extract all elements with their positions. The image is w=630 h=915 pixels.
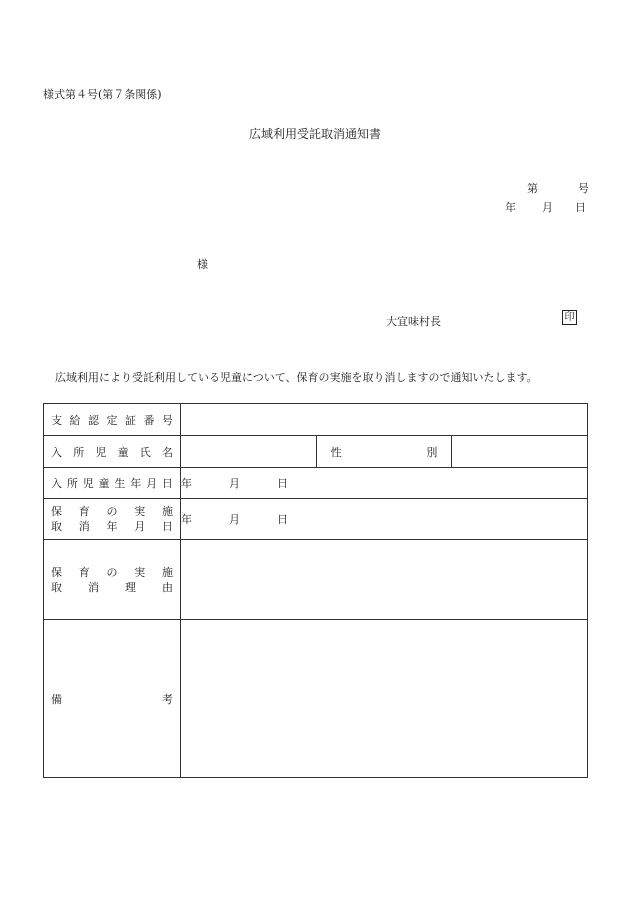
birthdate-field[interactable] (181, 468, 588, 499)
label-char: 氏 (139, 445, 151, 459)
label-char: 保 (51, 505, 62, 518)
label-char: 所 (66, 477, 78, 490)
label-char: 備 (51, 692, 62, 706)
seal-mark: 印 (562, 310, 577, 325)
label-birthdate (44, 468, 181, 499)
label-char: 名 (161, 445, 173, 459)
remarks-field[interactable] (181, 620, 588, 778)
label-char: の (106, 505, 118, 518)
row-birthdate (44, 468, 588, 499)
cancel-year: 年 (181, 513, 192, 526)
label-remarks (44, 620, 181, 778)
form-id: 様式第４号(第７条関係) (43, 88, 162, 101)
label-char: 日 (162, 520, 173, 533)
certificate-number-field[interactable] (181, 404, 588, 436)
sex-field[interactable] (452, 436, 588, 468)
cancel-month: 月 (229, 513, 240, 526)
label-char: 年 (106, 520, 118, 533)
label-char: 性 (330, 445, 342, 459)
cancel-day: 日 (277, 513, 288, 526)
birth-year: 年 (181, 477, 192, 490)
label-char: 消 (88, 580, 99, 594)
label-sex (316, 436, 452, 468)
label-cancel-reason (44, 540, 181, 620)
label-char: 年 (130, 477, 142, 490)
label-char: 号 (162, 413, 173, 427)
issuer-name: 大宜味村長 (386, 315, 441, 328)
label-char: の (106, 565, 118, 579)
label-char: 育 (78, 505, 90, 518)
row-remarks (44, 620, 588, 778)
details-table (43, 403, 588, 778)
label-char: 別 (426, 445, 438, 459)
label-char: 月 (134, 520, 146, 533)
label-char: 児 (82, 477, 94, 490)
label-char: 取 (51, 580, 62, 594)
number-suffix: 号 (578, 182, 589, 195)
label-char: 児 (95, 445, 107, 459)
label-char: 実 (134, 565, 146, 579)
label-char: 番 (143, 413, 155, 427)
notice-text: 広域利用により受託利用している児童について、保育の実施を取り消しますので通知いたします。 (55, 371, 538, 384)
label-char: 給 (69, 413, 81, 427)
row-child-name (44, 436, 588, 468)
label-char: 認 (88, 413, 99, 427)
row-certificate-number (44, 404, 588, 436)
label-char: 童 (117, 445, 129, 459)
label-char: 施 (162, 565, 173, 579)
birth-month: 月 (229, 477, 240, 490)
document-title: 広域利用受託取消通知書 (248, 127, 381, 141)
issue-date (505, 199, 586, 215)
child-name-field[interactable] (181, 436, 317, 468)
date-year: 年 (505, 201, 516, 214)
label-certificate-number (44, 404, 181, 436)
date-day: 日 (575, 201, 586, 214)
row-cancel-date (44, 499, 588, 540)
label-char: 施 (162, 505, 173, 518)
label-char: 取 (51, 520, 62, 533)
label-char: 定 (106, 413, 118, 427)
label-char: 由 (162, 580, 173, 594)
cancel-date-field[interactable] (181, 499, 588, 540)
date-month: 月 (542, 201, 553, 214)
cancel-reason-field[interactable] (181, 540, 588, 620)
label-char: 入 (51, 445, 62, 459)
number-prefix: 第 (527, 182, 538, 195)
label-char: 童 (98, 477, 110, 490)
label-char: 生 (114, 477, 126, 490)
label-child-name (44, 436, 181, 468)
label-char: 入 (51, 477, 62, 490)
label-char: 育 (78, 565, 90, 579)
row-cancel-reason (44, 540, 588, 620)
label-char: 実 (134, 505, 146, 518)
document-number (527, 180, 589, 196)
label-char: 月 (146, 477, 158, 490)
label-char: 支 (51, 413, 62, 427)
label-char: 所 (73, 445, 85, 459)
label-char: 理 (125, 580, 136, 594)
label-char: 保 (51, 565, 62, 579)
label-char: 考 (162, 692, 173, 706)
addressee-honorific: 様 (197, 258, 208, 271)
label-char: 日 (161, 477, 173, 490)
label-cancel-date (44, 499, 181, 540)
label-char: 証 (125, 413, 136, 427)
birth-day: 日 (277, 477, 288, 490)
label-char: 消 (78, 520, 90, 533)
